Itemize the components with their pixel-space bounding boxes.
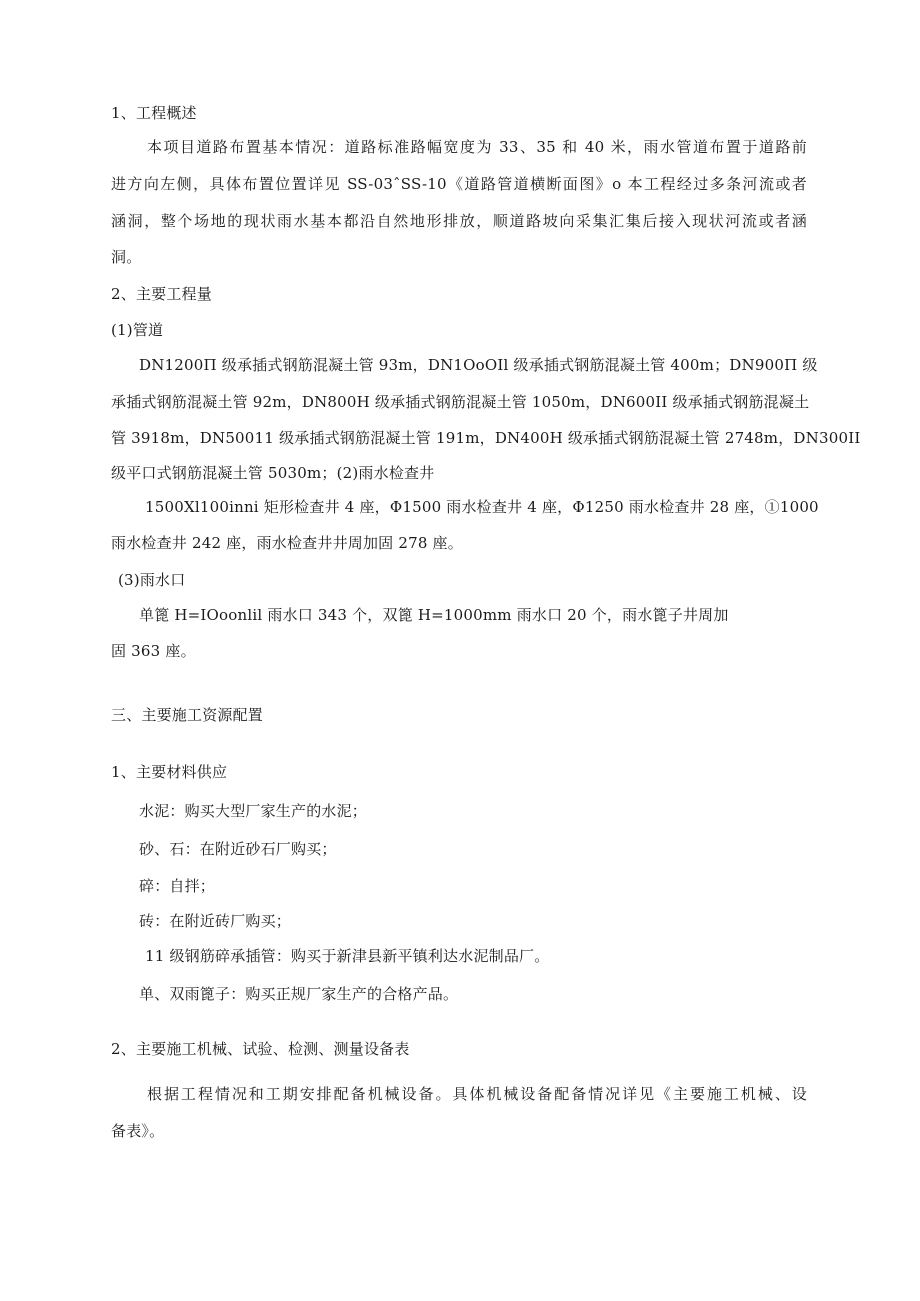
item-3-line: 单篦 H=IOoonlil 雨水口 343 个，双篦 H=1000mm 雨水口 20 个，雨水篦子井周加 (139, 606, 729, 624)
material-item: 碎：自拌； (139, 877, 216, 895)
material-item: 水泥：购买大型厂家生产的水泥； (139, 802, 368, 820)
item-3-title: (3)雨水口 (118, 571, 186, 589)
section-1-para-line: 洞。 (111, 248, 142, 266)
section-1-para-line: 进方向左侧，具体布置位置详见 SS-03ˆSS-10《道路管道横断面图》o 本工程经过多条河流或者 (111, 175, 807, 193)
item-3-line: 固 363 座。 (111, 642, 196, 660)
section-1-para-line: 涵洞，整个场地的现状雨水基本都沿自然地形排放，顺道路坡向采集汇集后接入现状河流或者涵 (111, 212, 807, 230)
material-item: 砖：在附近砖厂购买； (139, 912, 292, 930)
item-1-line: 承插式钢筋混凝土管 92m，DN800H 级承插式钢筋混凝土管 1050m，DN600II 级承插式钢筋混凝土 (111, 393, 810, 411)
material-item: 砂、石：在附近砂石厂购买； (139, 840, 337, 858)
item-2-line: 1500Xl100inni 矩形检查井 4 座，Φ1500 雨水检查井 4 座，Φ1250 雨水检查井 28 座，①1000 (145, 498, 819, 516)
item-1-title: (1)管道 (111, 321, 164, 339)
subsection-1-heading: 1、主要材料供应 (111, 763, 228, 781)
item-1-line: 级平口式钢筋混凝土管 5030m；(2)雨水检查井 (111, 464, 435, 482)
item-1-line: DN1200Π 级承插式钢筋混凝土管 93m，DN1OoOIl 级承插式钢筋混凝土管 400m；DN900Π 级 (139, 356, 818, 374)
section-1-para-line: 本项目道路布置基本情况：道路标准路幅宽度为 33、35 和 40 米，雨水管道布置于道路前 (147, 138, 807, 156)
material-item: 单、双雨篦子：购买正规厂家生产的合格产品。 (139, 985, 459, 1003)
section-2-heading: 2、主要工程量 (111, 285, 212, 303)
item-2-line: 雨水检查井 242 座，雨水检查井井周加固 278 座。 (111, 534, 463, 552)
section-3-heading: 三、主要施工资源配置 (111, 706, 264, 724)
subsection-2-para-line: 备表》。 (111, 1122, 165, 1140)
section-1-heading: 1、工程概述 (111, 104, 197, 122)
subsection-2-heading: 2、主要施工机械、试验、检测、测量设备表 (111, 1040, 410, 1058)
item-1-line: 管 3918m，DN50011 级承插式钢筋混凝土管 191m，DN400H 级承插式钢筋混凝土管 2748m，DN300II (111, 429, 861, 447)
material-item: 11 级钢筋碎承插管：购买于新津县新平镇利达水泥制品厂。 (145, 947, 550, 965)
subsection-2-para-line: 根据工程情况和工期安排配备机械设备。具体机械设备配备情况详见《主要施工机械、设 (147, 1085, 807, 1103)
